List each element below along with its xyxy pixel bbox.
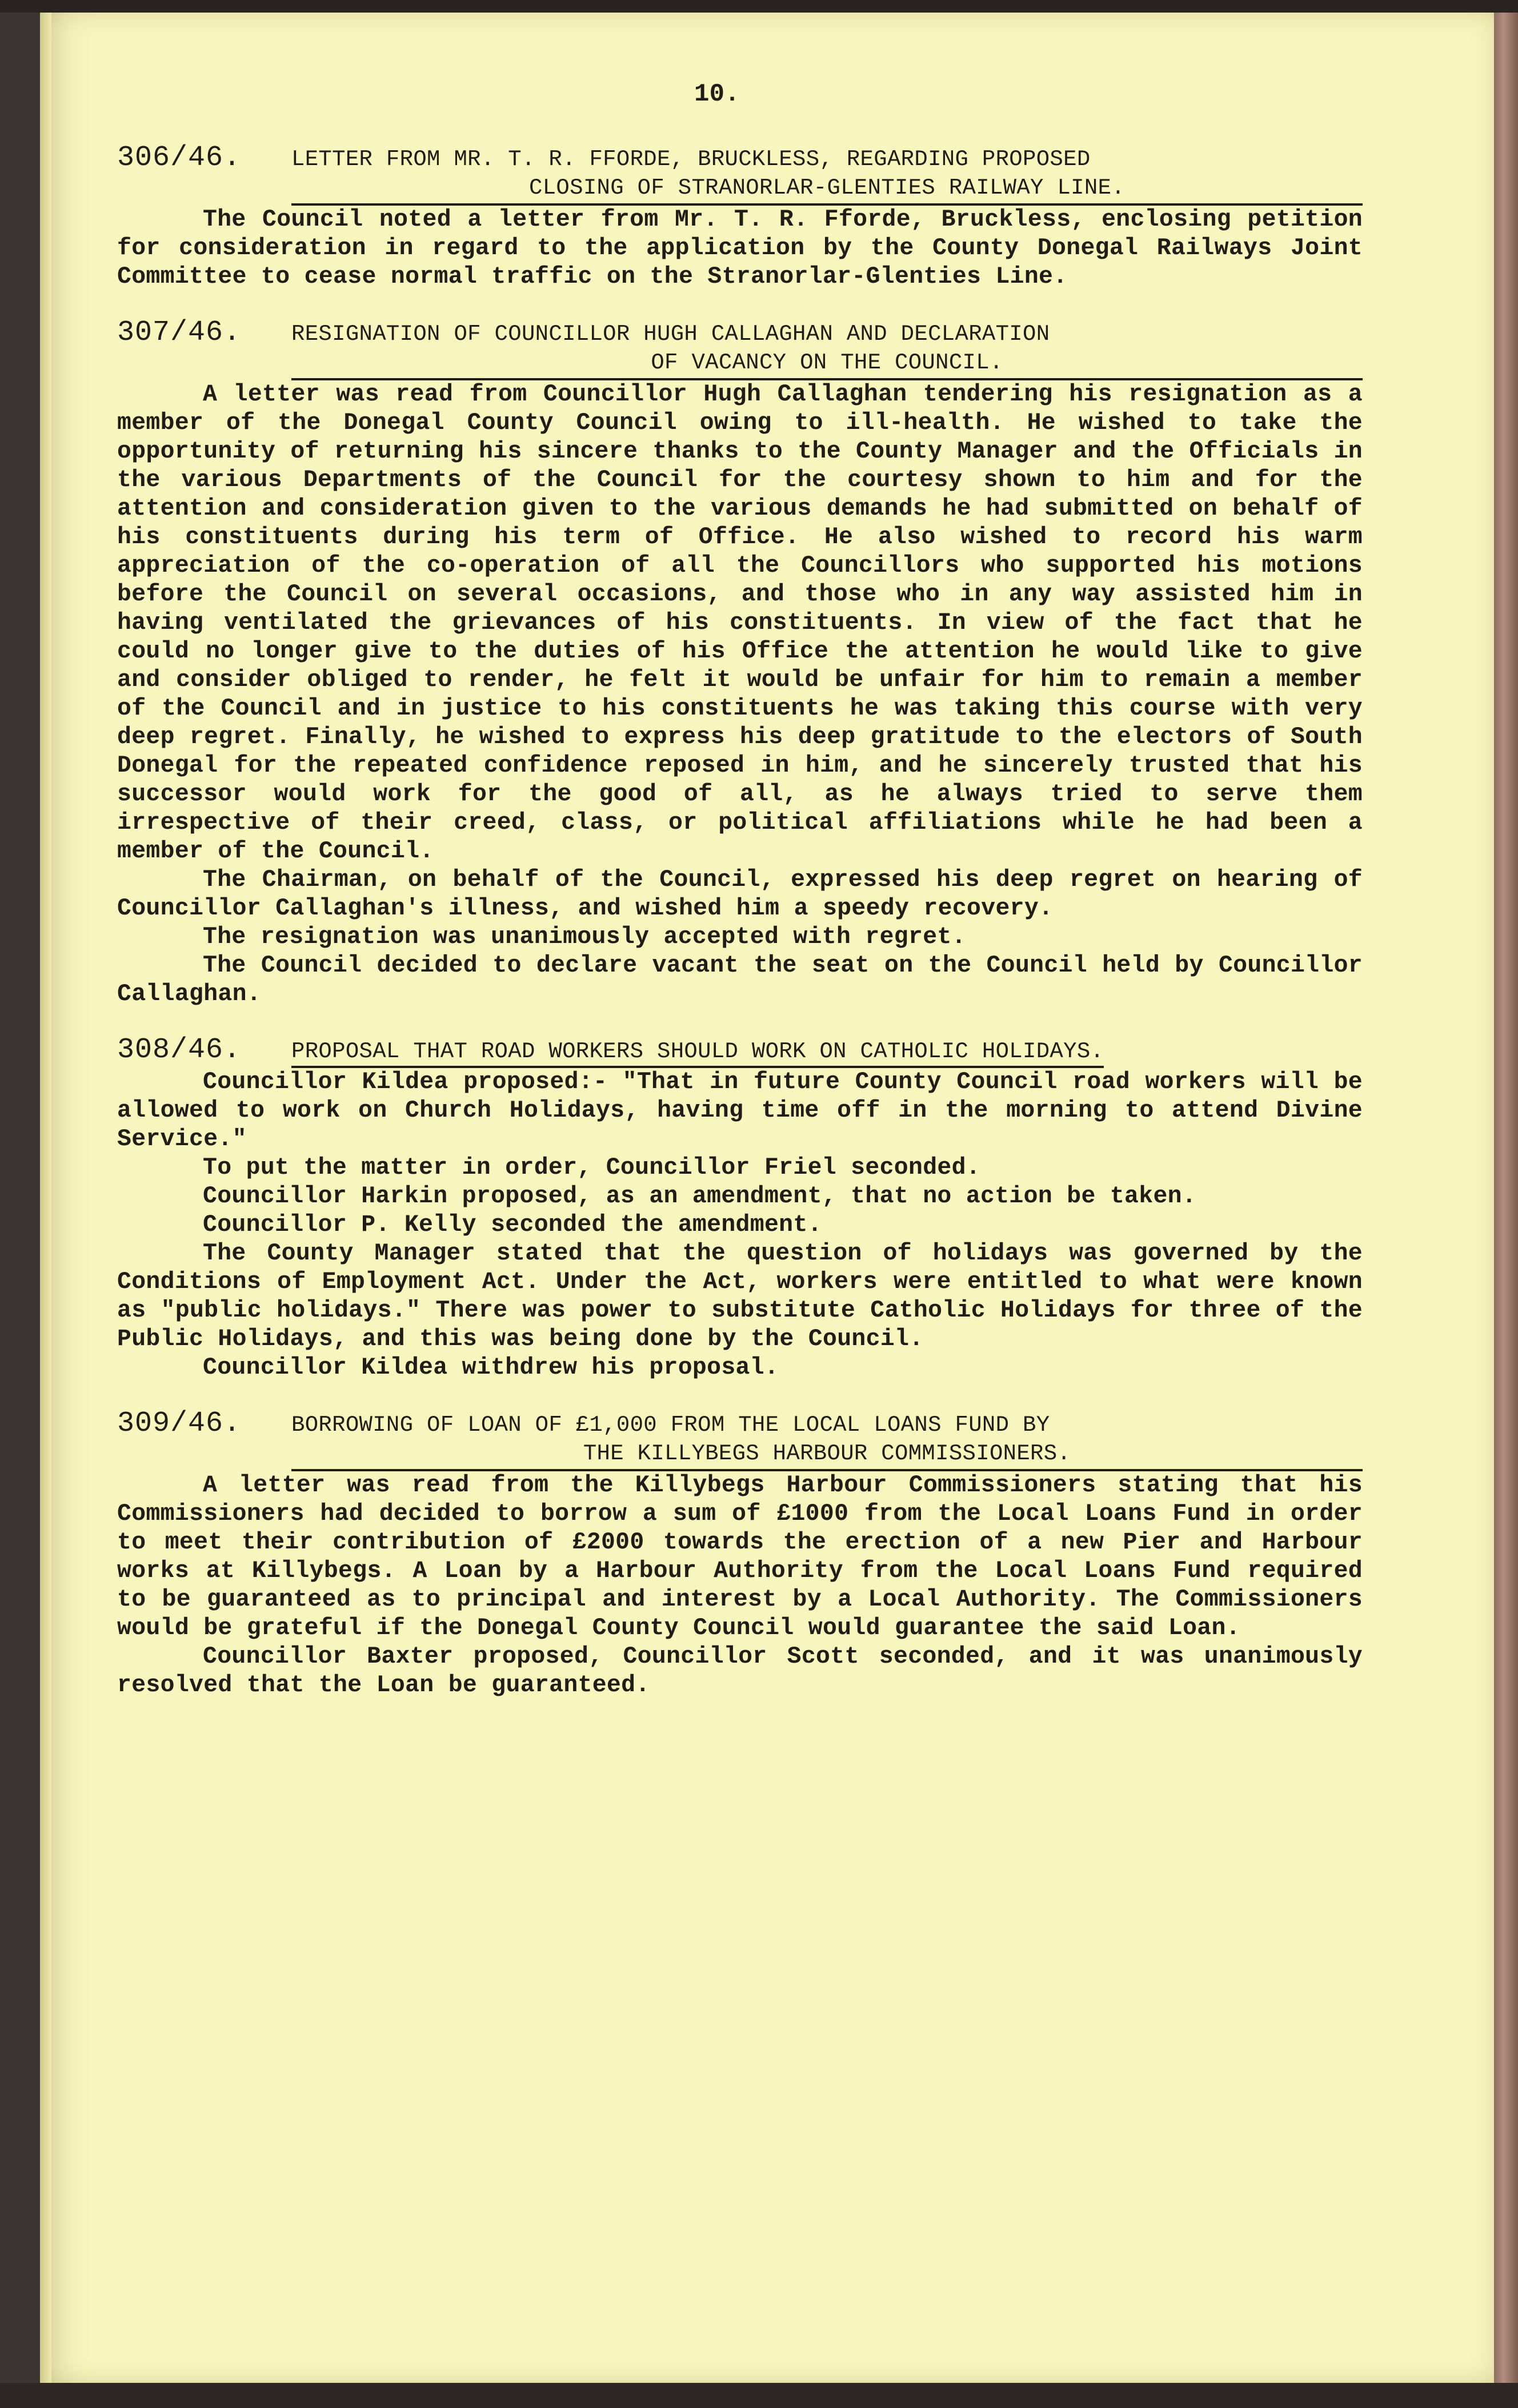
minute-item-308 (117, 1036, 1363, 1382)
scan-border-top (0, 0, 1518, 13)
minute-item-309 (117, 1407, 1363, 1700)
minute-number: 307/46. (117, 316, 242, 349)
minute-number: 308/46. (117, 1034, 242, 1066)
minute-item-307 (117, 316, 1363, 1009)
scan-border-bottom (0, 2383, 1518, 2408)
minute-number: 309/46. (117, 1407, 242, 1440)
minute-heading: PROPOSAL THAT ROAD WORKERS SHOULD WORK ON CATHOLIC HOLIDAYS. (291, 1037, 1104, 1068)
minutes-content (117, 80, 1363, 1727)
minute-number: 306/46. (117, 142, 242, 174)
page-binding (40, 13, 51, 2383)
minute-heading-continuation: CLOSING OF STRANORLAR-GLENTIES RAILWAY LINE. (291, 174, 1363, 206)
minute-paragraph: The Council noted a letter from Mr. T. R. Fforde, Bruckless, enclosing petition for consideration in regard to the application by the County Donegal Railways Joint Committee to cease normal traffic on the Stranorlar-Glenties Line. (117, 206, 1363, 290)
minute-paragraph: The Chairman, on behalf of the Council, expressed his deep regret on hearing of Councillor Callaghan's illness, and wished him a speedy recovery. (117, 866, 1363, 922)
minute-paragraph: The resignation was unanimously accepted with regret. (203, 924, 966, 950)
scan-border-right (1494, 13, 1518, 2383)
minute-paragraph: A letter was read from Councillor Hugh Callaghan tendering his resignation as a member of the Donegal County Council owing to ill-health. He wished to take the opportunity of returning his sincere thanks to the County Manager and the Officials in the various Departments of the Council for the courtesy shown to him and for the attention and consideration given to the various demands he had submitted on behalf of his constituents during his term of Office. He also wished to record his warm appreciation of the co-operation of all the Councillors who supported his motions before the Council on several occasions, and those who in any way assisted him in having ventilated the grievances of his constituents. In view of the fact that he could no longer give to the duties of his Office the attention he would like to give and consider obliged to render, he felt it would be unfair for him to remain a member of the Council and in justice to his constituents he was taking this course with very deep regret. Finally, he wished to express his deep gratitude to the electors of South Donegal for the repeated confidence reposed in him, and he sincerely trusted that his successor would work for the good of all, as he always tried to serve them irrespective of their creed, class, or political affiliations while he had been a member of the Council. (117, 381, 1363, 865)
minute-paragraph: The County Manager stated that the question of holidays was governed by the Conditions of Employment Act. Under the Act, workers were entitled to what were known as "public holidays." There was power to substitute Catholic Holidays for three of the Public Holidays, and this was being done by the Council. (117, 1240, 1363, 1353)
minute-heading: LETTER FROM MR. T. R. FFORDE, BRUCKLESS, REGARDING PROPOSED (291, 147, 1091, 172)
minute-heading-row (117, 316, 1363, 349)
minute-heading-row (117, 1036, 1363, 1068)
minute-heading-row (117, 144, 1363, 174)
minute-heading-row (117, 1407, 1363, 1440)
minute-heading: RESIGNATION OF COUNCILLOR HUGH CALLAGHAN AND DECLARATION (291, 322, 1050, 347)
minute-item-306 (117, 144, 1363, 291)
minute-paragraph: Councillor Harkin proposed, as an amendment, that no action be taken. (203, 1183, 1197, 1210)
minute-paragraph: To put the matter in order, Councillor Friel seconded. (203, 1154, 981, 1181)
page-number: 10. (694, 80, 740, 109)
minute-paragraph: Councillor P. Kelly seconded the amendment. (203, 1211, 822, 1238)
minute-paragraph: The Council decided to declare vacant the seat on the Council held by Councillor Callaghan. (117, 952, 1363, 1008)
minute-heading: BORROWING OF LOAN OF £1,000 FROM THE LOCAL LOANS FUND BY (291, 1412, 1050, 1438)
minute-paragraph: A letter was read from the Killybegs Harbour Commissioners stating that his Commissioners had decided to borrow a sum of £1000 from the Local Loans Fund in order to meet their contribution of £2000 towards the erection of a new Pier and Harbour works at Killybegs. A Loan by a Harbour Authority from the Local Loans Fund required to be guaranteed as to principal and interest by a Local Authority. The Commissioners would be grateful if the Donegal County Council would guarantee the said Loan. (117, 1472, 1363, 1642)
minute-heading-continuation: THE KILLYBEGS HARBOUR COMMISSIONERS. (291, 1439, 1363, 1471)
minute-paragraph: Councillor Kildea withdrew his proposal. (203, 1354, 779, 1381)
minute-paragraph: Councillor Baxter proposed, Councillor Scott seconded, and it was unanimously resolved that the Loan be guaranteed. (117, 1643, 1363, 1699)
minute-heading-continuation: OF VACANCY ON THE COUNCIL. (291, 348, 1363, 380)
minute-paragraph: Councillor Kildea proposed:- "That in future County Council road workers will be allowed to work on Church Holidays, having time off in the morning to attend Divine Service." (117, 1069, 1363, 1153)
